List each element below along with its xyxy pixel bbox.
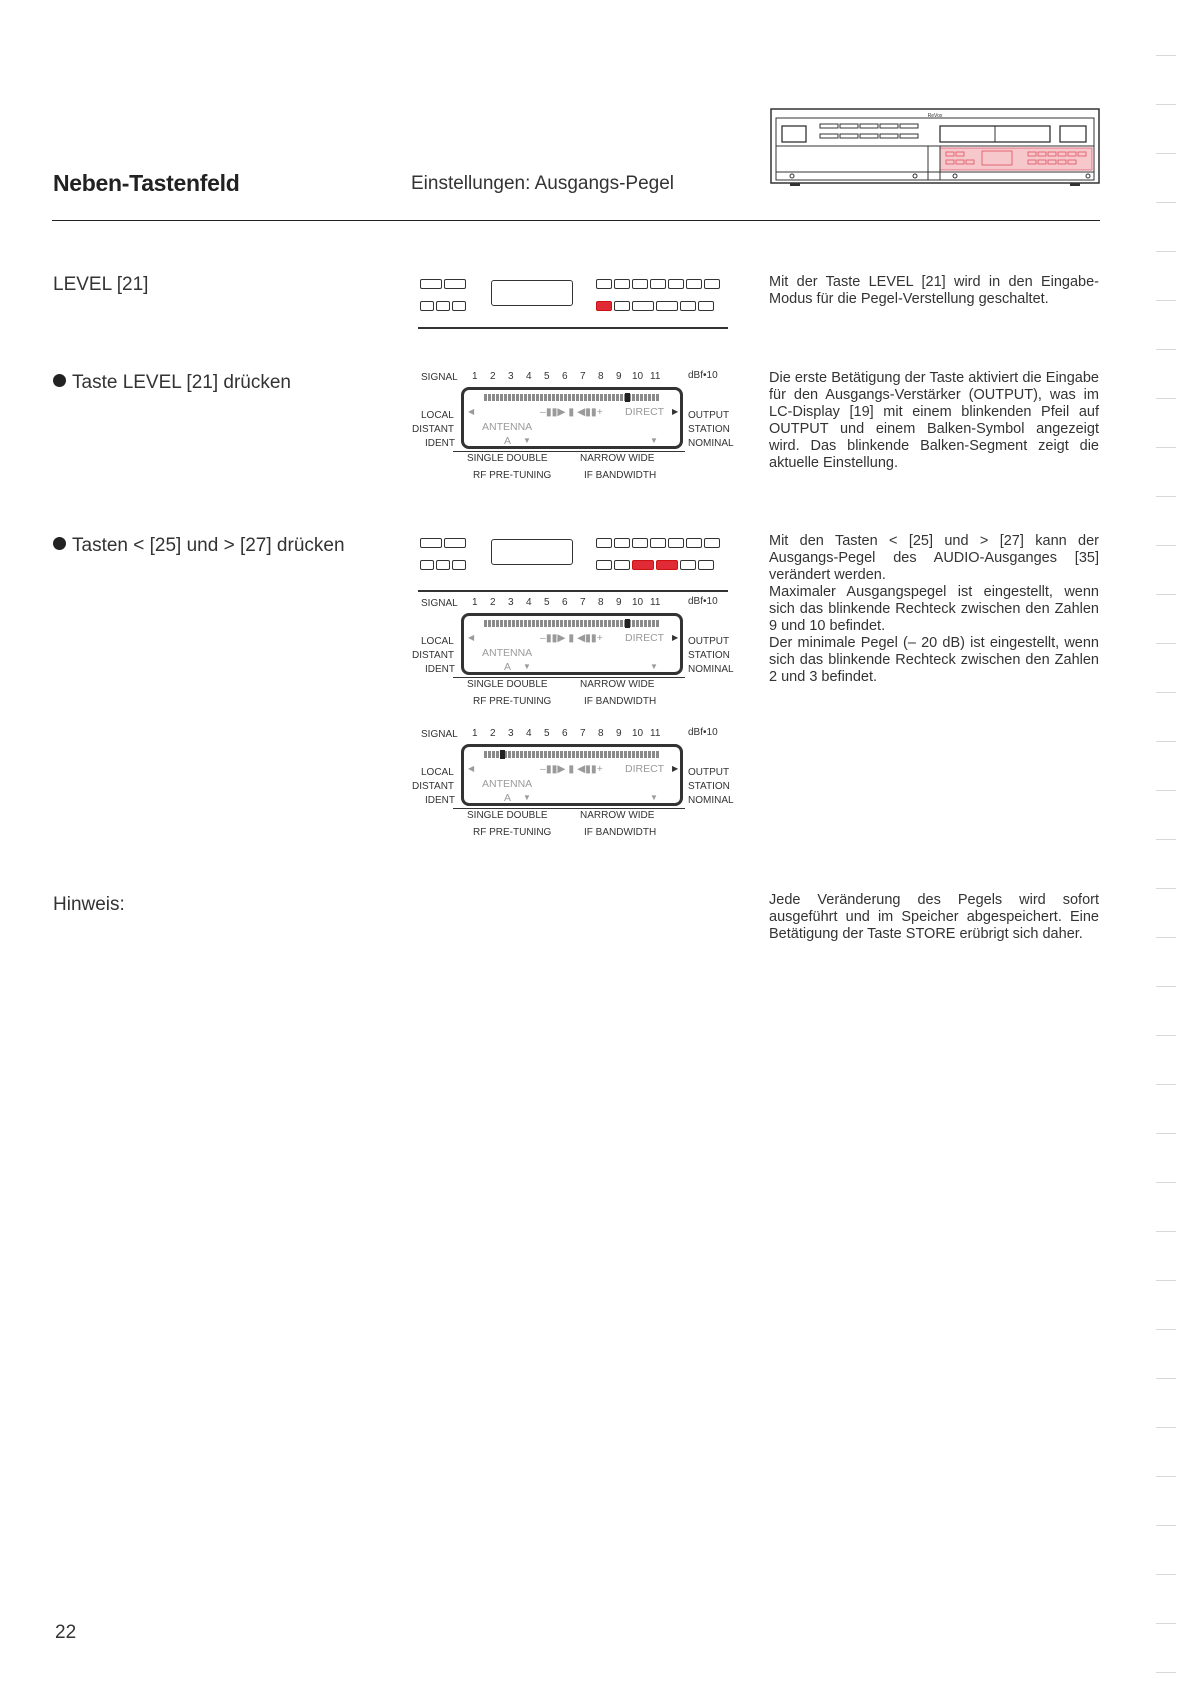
edge-mark <box>1156 398 1176 399</box>
edge-mark <box>1156 251 1176 252</box>
lcd-dbf-label: dBf•10 <box>688 727 718 738</box>
lcd-if-bandwidth-label: IF BANDWIDTH <box>584 827 657 838</box>
edge-mark <box>1156 937 1176 938</box>
description-paragraph: Der minimale Pegel (– 20 dB) ist eingestellt, wenn sich das blinkende Rechteck zwischen den Zahlen 2 und 3 befindet. <box>769 635 1099 685</box>
lcd-tick-label: 9 <box>616 597 622 608</box>
description-press-level <box>769 370 1099 472</box>
description-paragraph: Mit der Taste LEVEL [21] wird in den Eingabe-Modus für die Pegel-Verstellung geschaltet. <box>769 274 1099 307</box>
lcd-underline <box>453 451 685 452</box>
lcd-tick-label: 6 <box>562 728 568 739</box>
step-text: Tasten < [25] und > [27] drücken <box>72 535 345 556</box>
lcd-distant-label: DISTANT <box>412 781 455 792</box>
edge-mark <box>1156 1035 1176 1036</box>
lcd-output-label: OUTPUT <box>688 767 730 778</box>
lcd-dbf-label: dBf•10 <box>688 596 718 607</box>
lcd-direct-label: DIRECT <box>625 632 665 644</box>
lcd-tick-label: 8 <box>598 371 604 382</box>
lcd-tick-label: 11 <box>650 728 661 739</box>
lcd-antenna-label: ANTENNA <box>482 778 533 790</box>
lcd-down-arrow-icon: ▼ <box>650 436 658 445</box>
lcd-display-3 <box>410 727 740 845</box>
edge-mark <box>1156 1378 1176 1379</box>
device-brand: ReVox <box>927 113 943 119</box>
edge-mark <box>1156 1476 1176 1477</box>
lcd-rf-pretuning-label: RF PRE-TUNING <box>473 827 552 838</box>
note-label: Hinweis: <box>53 894 125 915</box>
lcd-narrow-wide-label: NARROW WIDE <box>580 679 655 690</box>
lcd-right-arrow-icon: ▶ <box>672 764 679 773</box>
lcd-single-double-label: SINGLE DOUBLE <box>467 453 548 464</box>
lcd-left-arrow-icon: ◀ <box>468 407 475 416</box>
description-level <box>769 274 1099 308</box>
lcd-left-arrow-icon: ◀ <box>468 633 475 642</box>
lcd-tick-label: 3 <box>508 728 514 739</box>
lcd-nominal-label: NOMINAL <box>688 438 734 449</box>
lcd-narrow-wide-label: NARROW WIDE <box>580 453 655 464</box>
lcd-station-label: STATION <box>688 781 730 792</box>
edge-mark <box>1156 1329 1176 1330</box>
lcd-down-arrow-icon: ▼ <box>523 662 531 671</box>
lcd-level-bar <box>484 620 659 627</box>
step-text: Taste LEVEL [21] drücken <box>72 372 291 393</box>
lcd-antenna-label: ANTENNA <box>482 647 533 659</box>
lcd-station-label: STATION <box>688 650 730 661</box>
lcd-station-label: STATION <box>688 424 730 435</box>
lcd-distant-label: DISTANT <box>412 424 455 435</box>
lcd-blink-segment <box>625 393 630 402</box>
lcd-ident-label: IDENT <box>425 795 455 806</box>
lcd-mid-symbols: –▮▮▶ ▮ ◀▮▮+ <box>540 763 603 775</box>
edge-mark <box>1156 741 1176 742</box>
description-paragraph: Mit den Tasten < [25] und > [27] kann der Ausgangs-Pegel des AUDIO-Ausganges [35] verändert werden. <box>769 533 1099 583</box>
edge-mark <box>1156 1133 1176 1134</box>
lcd-output-label: OUTPUT <box>688 636 730 647</box>
edge-mark <box>1156 1231 1176 1232</box>
lcd-rf-pretuning-label: RF PRE-TUNING <box>473 470 552 481</box>
edge-mark <box>1156 447 1176 448</box>
lcd-local-label: LOCAL <box>421 767 454 778</box>
bullet-icon <box>53 374 66 387</box>
lcd-single-double-label: SINGLE DOUBLE <box>467 679 548 690</box>
edge-mark <box>1156 202 1176 203</box>
page-subtitle: Einstellungen: Ausgangs-Pegel <box>411 173 675 194</box>
lcd-tick-label: 8 <box>598 597 604 608</box>
edge-mark <box>1156 692 1176 693</box>
edge-mark <box>1156 643 1176 644</box>
page-title: Neben-Tastenfeld <box>53 170 240 196</box>
edge-mark <box>1156 104 1176 105</box>
lcd-signal-label: SIGNAL <box>421 729 458 740</box>
lcd-underline <box>453 808 685 809</box>
description-paragraph: Die erste Betätigung der Taste aktiviert die Eingabe für den Ausgangs-Verstärker (OUTPUT), was im LC-Display [19] mit einem blinkenden Pfeil auf OUTPUT und einem Balken-Symbol angezeigt wird. Das blinkende Balken-Segment zeigt die aktuelle Einstellung. <box>769 370 1099 471</box>
edge-mark <box>1156 1623 1176 1624</box>
lcd-distant-label: DISTANT <box>412 650 455 661</box>
lcd-tick-label: 2 <box>490 597 496 608</box>
lcd-display-1 <box>410 370 740 488</box>
edge-mark <box>1156 888 1176 889</box>
lcd-tick-label: 1 <box>472 371 478 382</box>
lcd-blink-segment <box>500 750 505 759</box>
lcd-tick-label: 7 <box>580 597 586 608</box>
edge-mark <box>1156 790 1176 791</box>
lcd-mid-symbols: –▮▮▶ ▮ ◀▮▮+ <box>540 406 603 418</box>
step-press-arrows <box>53 535 345 557</box>
edge-mark <box>1156 1574 1176 1575</box>
lcd-tick-label: 2 <box>490 728 496 739</box>
edge-mark <box>1156 55 1176 56</box>
lcd-tick-label: 9 <box>616 728 622 739</box>
lcd-direct-label: DIRECT <box>625 406 665 418</box>
lcd-tick-label: 8 <box>598 728 604 739</box>
lcd-local-label: LOCAL <box>421 636 454 647</box>
edge-mark <box>1156 1182 1176 1183</box>
lcd-display-2 <box>410 596 740 714</box>
lcd-tick-label: 4 <box>526 371 532 382</box>
lcd-single-double-label: SINGLE DOUBLE <box>467 810 548 821</box>
lcd-direct-label: DIRECT <box>625 763 665 775</box>
lcd-tick-label: 10 <box>632 597 644 608</box>
lcd-tick-label: 11 <box>650 597 661 608</box>
edge-mark <box>1156 153 1176 154</box>
edge-mark <box>1156 1280 1176 1281</box>
lcd-tick-label: 1 <box>472 728 478 739</box>
lcd-if-bandwidth-label: IF BANDWIDTH <box>584 696 657 707</box>
lcd-tick-label: 10 <box>632 371 644 382</box>
lcd-dbf-label: dBf•10 <box>688 370 718 381</box>
lcd-output-label: OUTPUT <box>688 410 730 421</box>
lcd-down-arrow-icon: ▼ <box>650 793 658 802</box>
page-number: 22 <box>55 1622 77 1643</box>
bullet-icon <box>53 537 66 550</box>
lcd-blink-segment <box>625 619 630 628</box>
lcd-level-bar <box>484 394 659 401</box>
lcd-down-arrow-icon: ▼ <box>523 436 531 445</box>
lcd-down-arrow-icon: ▼ <box>523 793 531 802</box>
lcd-local-label: LOCAL <box>421 410 454 421</box>
lcd-tick-label: 4 <box>526 597 532 608</box>
lcd-nominal-label: NOMINAL <box>688 795 734 806</box>
keypad-diagram-1 <box>418 275 728 333</box>
lcd-left-arrow-icon: ◀ <box>468 764 475 773</box>
edge-mark <box>1156 300 1176 301</box>
edge-mark <box>1156 545 1176 546</box>
lcd-a-label: A <box>504 792 512 804</box>
lcd-tick-label: 3 <box>508 597 514 608</box>
edge-mark <box>1156 1525 1176 1526</box>
edge-mark <box>1156 349 1176 350</box>
edge-mark <box>1156 1084 1176 1085</box>
description-press-arrows <box>769 533 1099 686</box>
lcd-tick-label: 2 <box>490 371 496 382</box>
lcd-narrow-wide-label: NARROW WIDE <box>580 810 655 821</box>
lcd-a-label: A <box>504 661 512 673</box>
step-level-label: LEVEL [21] <box>53 274 149 295</box>
keypad-diagram-2 <box>418 530 728 588</box>
lcd-tick-label: 5 <box>544 597 550 608</box>
device-illustration <box>770 108 1100 190</box>
lcd-tick-label: 11 <box>650 371 661 382</box>
edge-mark <box>1156 1672 1176 1673</box>
lcd-signal-label: SIGNAL <box>421 372 458 383</box>
lcd-level-bar <box>484 751 659 758</box>
lcd-tick-label: 4 <box>526 728 532 739</box>
edge-mark <box>1156 839 1176 840</box>
lcd-underline <box>453 677 685 678</box>
lcd-right-arrow-icon: ▶ <box>672 633 679 642</box>
lcd-tick-label: 6 <box>562 597 568 608</box>
lcd-tick-label: 6 <box>562 371 568 382</box>
lcd-a-label: A <box>504 435 512 447</box>
lcd-mid-symbols: –▮▮▶ ▮ ◀▮▮+ <box>540 632 603 644</box>
lcd-tick-label: 5 <box>544 728 550 739</box>
lcd-tick-label: 10 <box>632 728 644 739</box>
lcd-tick-label: 7 <box>580 728 586 739</box>
edge-mark <box>1156 1427 1176 1428</box>
lcd-down-arrow-icon: ▼ <box>650 662 658 671</box>
edge-mark <box>1156 986 1176 987</box>
lcd-right-arrow-icon: ▶ <box>672 407 679 416</box>
step-press-level <box>53 372 291 394</box>
description-paragraph: Maximaler Ausgangspegel ist eingestellt, wenn sich das blinkende Rechteck zwischen den Zahlen 9 und 10 befindet. <box>769 584 1099 634</box>
lcd-nominal-label: NOMINAL <box>688 664 734 675</box>
lcd-rf-pretuning-label: RF PRE-TUNING <box>473 696 552 707</box>
note-description <box>769 892 1099 943</box>
header-rule <box>52 220 1100 221</box>
edge-mark <box>1156 594 1176 595</box>
lcd-signal-label: SIGNAL <box>421 598 458 609</box>
lcd-antenna-label: ANTENNA <box>482 421 533 433</box>
lcd-tick-label: 5 <box>544 371 550 382</box>
lcd-if-bandwidth-label: IF BANDWIDTH <box>584 470 657 481</box>
lcd-ident-label: IDENT <box>425 438 455 449</box>
lcd-tick-label: 9 <box>616 371 622 382</box>
lcd-tick-label: 3 <box>508 371 514 382</box>
edge-mark <box>1156 496 1176 497</box>
lcd-ident-label: IDENT <box>425 664 455 675</box>
lcd-tick-label: 1 <box>472 597 478 608</box>
description-paragraph: Jede Veränderung des Pegels wird sofort ausgeführt und im Speicher abgespeichert. Eine Betätigung der Taste STORE erübrigt sich daher. <box>769 892 1099 942</box>
lcd-tick-label: 7 <box>580 371 586 382</box>
